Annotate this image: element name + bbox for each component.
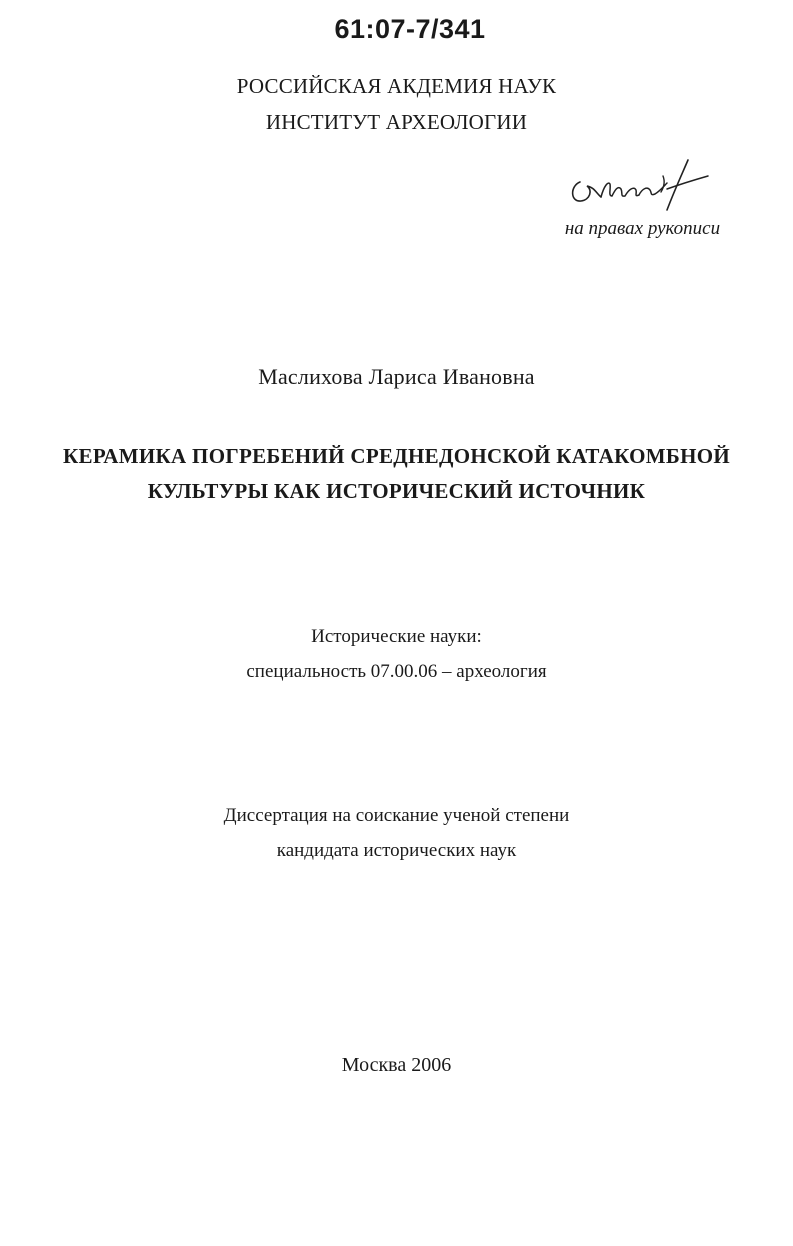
degree-line-1: Диссертация на соискание ученой степени — [223, 805, 570, 826]
handwritten-signature — [568, 156, 718, 214]
degree-line-2: кандидата исторических наук — [276, 840, 517, 861]
organization-line-1: РОССИЙСКАЯ АКДЕМИЯ НАУК — [236, 74, 557, 98]
dissertation-title-line-1: КЕРАМИКА ПОГРЕБЕНИЙ СРЕДНЕДОНСКОЙ КАТАКОМБНОЙ — [63, 444, 730, 468]
manuscript-note: на правах рукописи — [564, 218, 721, 239]
specialty-line-2: специальность 07.00.06 – археология — [246, 661, 547, 682]
catalog-number: 61:07-7/341 — [334, 14, 486, 44]
organization-line-2: ИНСТИТУТ АРХЕОЛОГИИ — [265, 110, 528, 134]
author-name: Маслихова Лариса Ивановна — [258, 364, 535, 389]
dissertation-title-line-2: КУЛЬТУРЫ КАК ИСТОРИЧЕСКИЙ ИСТОЧНИК — [147, 479, 646, 503]
specialty-line-1: Исторические науки: — [311, 626, 482, 647]
place-and-year: Москва 2006 — [341, 1054, 452, 1076]
